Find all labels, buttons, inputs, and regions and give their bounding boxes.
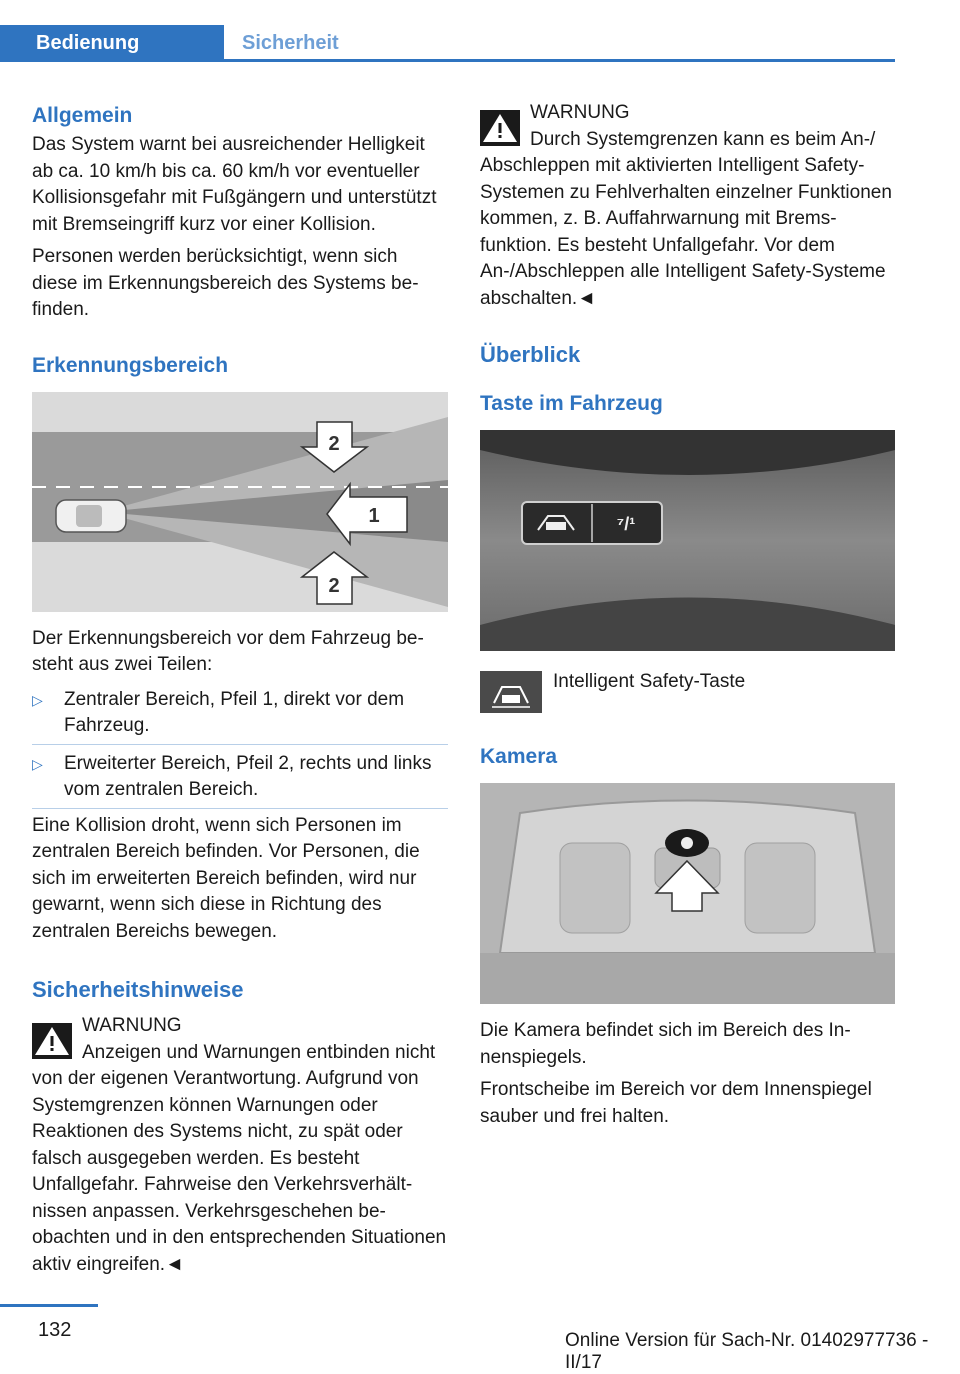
- page-number: 132: [38, 1319, 72, 1341]
- header-tabs: [0, 25, 357, 61]
- bullet-text: Erweiterter Bereich, Pfeil 2, rechts und links vom zentralen Bereich.: [64, 752, 432, 800]
- paragraph-kamera-position: Die Kamera befindet sich im Bereich des Innenspiegels.: [480, 1020, 851, 1068]
- warning-block: [480, 100, 896, 312]
- vehicle-button-image: [480, 430, 895, 651]
- button-photo: [480, 430, 895, 651]
- heading-ueberblick: Überblick: [480, 342, 581, 367]
- warning-triangle-icon: [480, 110, 520, 146]
- paragraph-kollision: Eine Kollision droht, wenn sich Personen im zentralen Bereich befinden. Vor Personen, die sich im erweiterten Bereich befinden, wird nur gewarnt, wenn sich diese in Richtung des zentralen Bereichs bewegen.: [32, 814, 420, 942]
- paragraph-allgemein: Das System warnt bei ausreichender Helligkeit ab ca. 10 km/h bis ca. 60 km/h vor eventueller Kollisionsgefahr mit Fußgängern und unterstützt mit Bremseingriff kurz vor einer Kollision.: [32, 134, 437, 235]
- detection-area-diagram: [32, 392, 448, 612]
- intelligent-safety-icon: [480, 671, 542, 713]
- bullet-item: [32, 687, 448, 745]
- svg-text:2: 2: [328, 432, 340, 455]
- paragraph-erkennungsbereich: Der Erkennungsbereich vor dem Fahrzeug besteht aus zwei Teilen:: [32, 627, 424, 675]
- svg-text:2: 2: [328, 574, 340, 597]
- left-column: [32, 100, 448, 1278]
- warning-triangle-icon: [32, 1023, 72, 1059]
- warning-title: WARNUNG: [530, 102, 630, 123]
- triangle-bullet-icon: ▷: [32, 755, 43, 772]
- paragraph-kamera-reinigung: Frontscheibe im Bereich vor dem Innenspiegel sauber und frei halten.: [480, 1079, 872, 1127]
- header-rule: [0, 59, 895, 62]
- safety-button-legend: [480, 671, 896, 715]
- right-column: [480, 100, 896, 1130]
- triangle-bullet-icon: ▷: [32, 691, 43, 708]
- detection-area-figure: [32, 392, 448, 612]
- heading-erkennungsbereich: Erkennungsbereich: [32, 353, 229, 377]
- heading-taste-im-fahrzeug: Taste im Fahrzeug: [480, 392, 663, 415]
- warning-block: [32, 1013, 448, 1278]
- tab-sicherheit[interactable]: Sicherheit: [242, 32, 339, 54]
- warning-title: WARNUNG: [82, 1015, 182, 1036]
- camera-location-image: [480, 783, 895, 1004]
- camera-photo: [480, 783, 895, 1004]
- svg-text:⁷/¹: ⁷/¹: [616, 514, 636, 534]
- warning-text: Anzeigen und Warnungen entbinden nicht von der eigenen Verantwortung. Aufgrund von Systemgrenzen können Warnungen oder Reaktionen des Systems nicht, zu spät oder falsch ausgegeben werden. Es besteht Unfallgefahr. Fahrweise den Verkehrsverhältnissen anpassen. Verkehrsgeschehen beobachten und in den entsprechenden Situationen aktiv eingreifen.◄: [32, 1041, 447, 1275]
- paragraph-personen: Personen werden berücksichtigt, wenn sich diese im Erkennungsbereich des Systems befinden.: [32, 246, 419, 320]
- warning-text: Durch Systemgrenzen kann es beim An-/ Abschleppen mit aktivierten Intelligent Safety-Systemen zu Fehlverhalten einzelner Funktionen kommen, z. B. Auffahrwarnung mit Bremsfunktion. Es besteht Unfallgefahr. Vor dem An-/Abschleppen alle Intelligent Safety-Systeme abschalten.◄: [480, 128, 892, 309]
- footer-rule: [0, 1304, 98, 1307]
- svg-text:1: 1: [368, 504, 380, 527]
- bullet-item: [32, 751, 448, 809]
- heading-allgemein: Allgemein: [32, 104, 133, 127]
- tab-bedienung[interactable]: Bedienung: [0, 25, 224, 61]
- safety-button-label: Intelligent Safety-Taste: [553, 671, 746, 692]
- bullet-text: Zentraler Bereich, Pfeil 1, direkt vor dem Fahrzeug.: [64, 688, 405, 736]
- online-version-note: Online Version für Sach-Nr. 01402977736 - II/17: [565, 1330, 929, 1373]
- heading-sicherheitshinweise: Sicherheitshinweise: [32, 977, 244, 1002]
- heading-kamera: Kamera: [480, 745, 558, 768]
